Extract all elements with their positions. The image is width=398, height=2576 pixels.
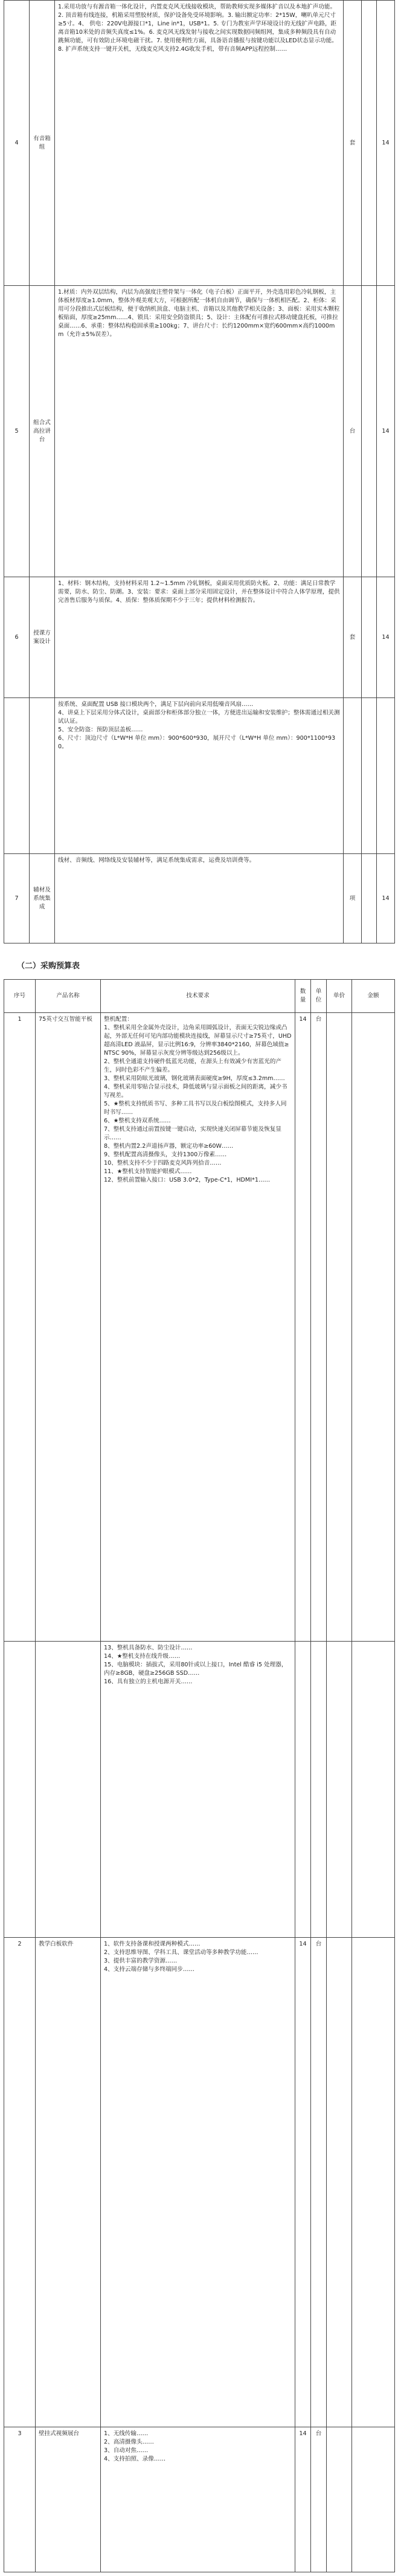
table-row xyxy=(4,854,395,943)
quantity: 14 xyxy=(377,854,395,943)
quantity: 14 xyxy=(377,286,395,577)
unit xyxy=(311,1642,327,1938)
unit: 台 xyxy=(311,2427,327,2572)
quantity xyxy=(295,1642,311,1938)
quantity xyxy=(377,698,395,854)
row-number: 6 xyxy=(4,577,30,698)
product-name: 有音箱组 xyxy=(30,1,55,286)
section-title: （二）采购预算表 xyxy=(17,962,80,971)
row-number: 5 xyxy=(4,286,30,577)
table-budget xyxy=(4,979,395,2572)
unit: 台 xyxy=(344,286,362,577)
product-description: 1、无线传输…… 2、高清摄像头…… 3、自动对焦…… 4、支持拍照、录像…… xyxy=(101,2427,295,2572)
unit: 项 xyxy=(344,854,362,943)
unit: 台 xyxy=(311,1013,327,1642)
product-description: 线材、音频线、网络线及安装辅材等，满足系统集成需求，运费及培训费等。 xyxy=(55,854,344,943)
product-name: 组合式高拉讲台 xyxy=(30,286,55,577)
table-row xyxy=(4,2427,395,2572)
table-row xyxy=(4,1013,395,1642)
row-number: 4 xyxy=(4,1,30,286)
quantity: 14 xyxy=(377,577,395,698)
product-description: 整机配置： 1、整机采用全金属外壳设计，边角采用圆弧设计，表面无尖锐边缘或凸起，外部无任何可见内部功能模块连接线，屏幕显示尺寸≥75英寸，UHD超高清LED 液晶屏，显示比例16:9，分辨率3840*2160，屏幕色域值≥NTSC 90%，屏幕显示灰度分辨等级达到256级以上。 2、整机全通道支持硬件低蓝光功能，在源头上有效减少有害蓝光的产生，同时色彩不产生偏差。 3、整机采用防眩光玻璃，钢化玻璃表面硬度≥9H，厚度≤3.2mm…… 4、整机采用零贴合显示技术，降低玻璃与显示面板之间的距离，减少书写视差。 5、★整机支持纸质书写、多种工具书写以及白板绘图模式，支持多人同时书写…… 6、★整机支持双系统…… 7、整机支持通过前置按键一键启动，实现快速关闭屏幕节能及恢复显示…… 8、整机内置2.2声道扬声器，额定功率≥60W…… 9、整机配置高清摄像头，支持1300万像素…… 10、整机支持不少于四路麦克风阵列拾音…… 11、★整机支持智能护眼模式…… 12、整机前置输入接口：USB 3.0*2，Type-C*1，HDMI*1…… xyxy=(101,1013,295,1642)
quantity: 14 xyxy=(295,1013,311,1642)
amount xyxy=(352,1938,395,2427)
product-description: 按系统、桌面配置 USB 接口模块两个，满足下层向前向采用低噪音风扇…… 4、讲桌上下层采用分体式设计，桌面部分和柜体部分独立一体，方便进出运输和安装维护；整体需通过相关测试认证。 5、安全防盗：预防顶层盖板…… 6、尺寸：顶边尺寸（L*W*H 单位 mm）：900*600*930，展开尺寸（L*W*H 单位 mm）：900*1100*930。 xyxy=(55,698,344,854)
product-name: 授课方案设计 xyxy=(30,577,55,698)
unit-price xyxy=(327,1642,352,1938)
amount xyxy=(352,1013,395,1642)
table-requirements-continued xyxy=(4,0,395,943)
unit: 套 xyxy=(344,1,362,286)
header-unit: 单位 xyxy=(311,980,327,1013)
table-row xyxy=(4,698,395,854)
header-qty: 数量 xyxy=(295,980,311,1013)
unit-price xyxy=(327,2427,352,2572)
row-number xyxy=(4,698,30,854)
product-description: 1.材质：内外双层结构，内层为高强度注塑骨架与一体化（电子白板）正面平开，外壳选用彩色冷轧钢板，主体板材厚度≥1.0mm，整体外观美观大方，可根据所配一体机自由调节，确保与一体机相匹配。2、柜体：采用可分段推出式层板结构，便于收纳机顶盒、电脑主机、音箱以及其他教学相关设备；3、面板：采用实木颗粒板贴面，厚度≥25mm……4、锁具：采用安全防盗锁具；5、设计：主体配有可推拉式移动键盘托板，可推拉桌面……6、承重：整体结构稳固承重≥100kg；7、讲台尺寸：长约1200mm×宽约600mm×高约1000mm（允许±5%误差）。 xyxy=(55,286,344,577)
header-desc: 技术要求 xyxy=(101,980,295,1013)
product-name: 教学白板软件 xyxy=(36,1938,101,2427)
unit-price xyxy=(327,1938,352,2427)
row-number: 7 xyxy=(4,854,30,943)
product-name: 75英寸交互智能平板 xyxy=(36,1013,101,1642)
product-name xyxy=(36,1642,101,1938)
product-name xyxy=(30,698,55,854)
row-number xyxy=(4,1642,36,1938)
product-name: 辅材及系统集成 xyxy=(30,854,55,943)
product-description: 13、整机具备防水、防尘设计…… 14、★整机支持在线升级…… 15、电脑模块：插拔式，采用80针或以上接口，Intel 酷睿 i5 处理器，内存≥8GB，硬盘≥256GB SSD…… 16、具有独立的主机电源开关…… xyxy=(101,1642,295,1938)
table-row xyxy=(4,1,395,286)
product-description: 1、软件支持备课和授课两种模式…… 2、支持思维导图、学科工具、课堂活动等多种教学功能…… 3、提供丰富的教学资源…… 4、支持云端存储与多终端同步…… xyxy=(101,1938,295,2427)
header-name: 产品名称 xyxy=(36,980,101,1013)
row-number: 1 xyxy=(4,1013,36,1642)
row-number: 2 xyxy=(4,1938,36,2427)
table-row xyxy=(4,577,395,698)
header-amount: 金额 xyxy=(352,980,395,1013)
quantity: 14 xyxy=(377,1,395,286)
header-no: 序号 xyxy=(4,980,36,1013)
amount xyxy=(352,2427,395,2572)
quantity: 14 xyxy=(295,2427,311,2572)
unit: 台 xyxy=(311,1938,327,2427)
product-description: 1、材料：钢木结构，支持材料采用 1.2~1.5mm 冷轧钢板，桌面采用优质防火板。2、功能：满足日常教学需要，防水、防尘、防潮。3、安装：要求：桌面上部分采用固定设计，并在整体设计中符合人体学原理，提供完善售后服务与质保。4、质保：整体质保期不少于三年；提供材料检测报告。 xyxy=(55,577,344,698)
quantity: 14 xyxy=(295,1938,311,2427)
unit: 套 xyxy=(344,577,362,698)
product-description: 1.采用功放与有源音箱一体化设计，内置麦克风无线接收模块，帮助教师实现多媒体扩音以及本地扩声功能。2. 顶音箱有线连接，机箱采用塑胶材质，保护设备免受环境影响。3. 输出额定功率：2*15W，喇叭单元尺寸≥5寸。4、 供电：220V电源接口*1，Line in*1，USB*1。5. 专门为教室声学环境设计的无线扩声电路，距离音箱10米处的音频失真度≤1%。6. 麦克风无线发射与接收之间实现数据同频组网，集成多种频段具有自动跳频功能，可有效防止环境电磁干扰。7. 使用便利性方面，具备语音播报与按键功能以及LED状态显示功能。8. 扩声系统支持一键开关机，无线麦克风支持2.4G收发手机，带有音频APP远程控制…… xyxy=(55,1,344,286)
amount xyxy=(352,1642,395,1938)
table-row xyxy=(4,286,395,577)
unit-price xyxy=(327,1013,352,1642)
product-name: 壁挂式视频展台 xyxy=(36,2427,101,2572)
table-header-row xyxy=(4,980,395,1013)
row-number: 3 xyxy=(4,2427,36,2572)
header-price: 单价 xyxy=(327,980,352,1013)
unit xyxy=(344,698,362,854)
table-row xyxy=(4,1938,395,2427)
table-row xyxy=(4,1642,395,1938)
